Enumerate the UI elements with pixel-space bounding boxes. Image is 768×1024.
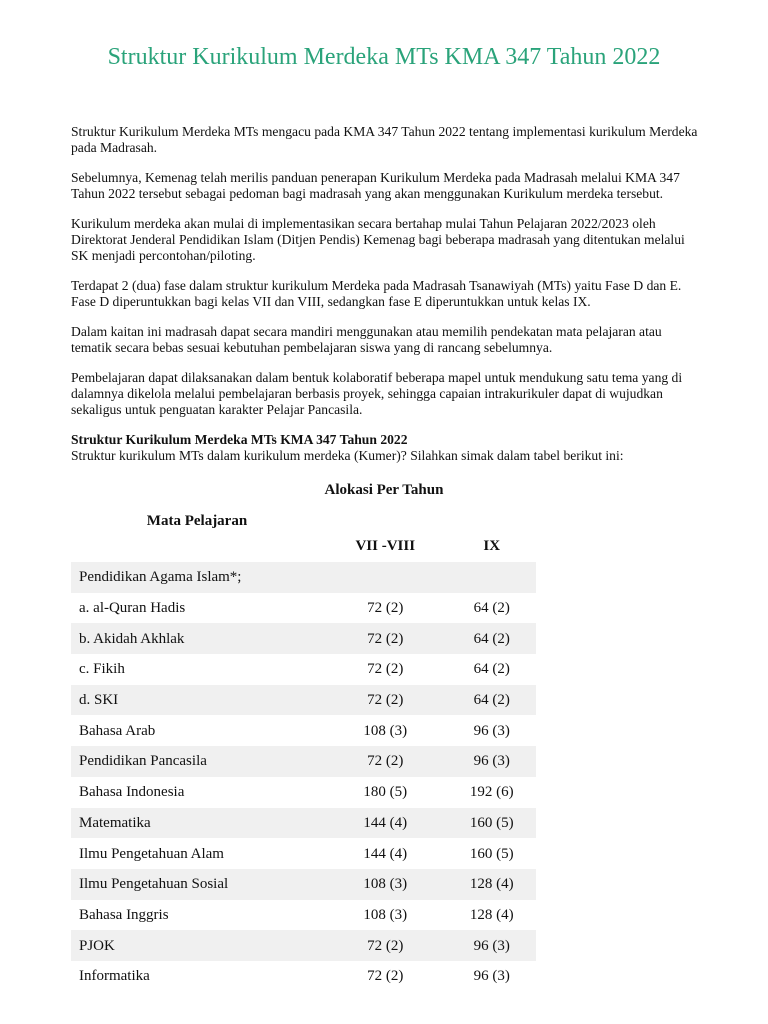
row-subject: Pendidikan Agama Islam*; (71, 562, 323, 593)
header-subject: Mata Pelajaran (146, 513, 248, 529)
row-alloc-ix: 160 (5) (448, 808, 536, 839)
row-subject: Matematika (71, 808, 323, 839)
row-alloc-ix (448, 562, 536, 593)
row-subject: Pendidikan Pancasila (71, 746, 323, 777)
row-alloc-ix: 192 (6) (469, 784, 514, 801)
table-row (71, 715, 536, 746)
paragraph-5: Dalam kaitan ini madrasah dapat secara mandiri menggunakan atau memilih pendekatan mata pelajaran atau tematik secara bebas sesuai kebutuhan pembelajaran siswa yang di rancang sebelumnya. (71, 324, 662, 355)
row-subject: Bahasa Indonesia (79, 784, 185, 801)
table-row (71, 930, 536, 961)
row-subject: a. al-Quran Hadis (79, 600, 186, 617)
table-heading: Struktur Kurikulum Merdeka MTs KMA 347 Tahun 2022 (71, 432, 408, 447)
row-subject: PJOK (71, 930, 323, 961)
table-row (71, 900, 536, 931)
table-row (71, 808, 536, 839)
row-subject: d. SKI (71, 685, 323, 716)
table-row (71, 838, 536, 869)
row-alloc-ix: 64 (2) (473, 600, 510, 617)
header-col-ix: IX (483, 538, 501, 554)
paragraph-3: Kurikulum merdeka akan mulai di implementasikan secara bertahap mulai Tahun Pelajaran 2022/2023 oleh Direktorat Jenderal Pendidikan Islam (Ditjen Pendis) Kemenag bagi beberapa madrasah yang ditentukan melalui SK menjadi percontohan/piloting. (71, 216, 685, 263)
row-subject: Informatika (79, 968, 150, 985)
table-row (71, 869, 536, 900)
row-alloc-ix: 64 (2) (448, 623, 536, 654)
table-intro: Struktur kurikulum MTs dalam kurikulum merdeka (Kumer)? Silahkan simak dalam tabel berikut ini: (71, 448, 624, 463)
row-subject: Ilmu Pengetahuan Sosial (71, 869, 323, 900)
row-alloc-vii-viii: 108 (3) (323, 869, 448, 900)
row-subject: Bahasa Inggris (79, 906, 169, 923)
table-row (71, 562, 536, 593)
row-alloc-ix: 96 (3) (448, 746, 536, 777)
article-body (71, 124, 701, 464)
table-row (71, 593, 536, 624)
row-alloc-ix: 128 (4) (448, 869, 536, 900)
page-title: Struktur Kurikulum Merdeka MTs KMA 347 Tahun 2022 (107, 44, 661, 70)
row-alloc-vii-viii: 108 (3) (363, 906, 408, 923)
row-alloc-vii-viii (323, 562, 448, 593)
row-alloc-vii-viii: 180 (5) (363, 784, 408, 801)
paragraph-4: Terdapat 2 (dua) fase dalam struktur kurikulum Merdeka pada Madrasah Tsanawiyah (MTs) yaitu Fase D dan E. Fase D diperuntukkan bagi kelas VII dan VIII, sedangkan fase E diperuntukkan untuk kelas IX. (71, 278, 682, 309)
row-subject: c. Fikih (79, 661, 125, 678)
curriculum-table (71, 480, 536, 992)
row-alloc-ix: 96 (3) (473, 722, 510, 739)
row-alloc-vii-viii: 108 (3) (363, 722, 408, 739)
header-alloc-text: Alokasi Per Tahun (324, 482, 444, 498)
row-alloc-vii-viii: 72 (2) (323, 685, 448, 716)
row-alloc-vii-viii: 72 (2) (367, 600, 404, 617)
paragraph-2: Sebelumnya, Kemenag telah merilis panduan penerapan Kurikulum Merdeka pada Madrasah melalui KMA 347 Tahun 2022 tersebut sebagai pedoman bagi madrasah yang akan menggunakan Kurikulum merdeka tersebut. (71, 170, 680, 201)
table-row (71, 777, 536, 808)
row-alloc-vii-viii: 72 (2) (367, 661, 404, 678)
row-alloc-vii-viii: 72 (2) (323, 930, 448, 961)
row-alloc-ix: 64 (2) (473, 661, 510, 678)
header-col-vii-viii: VII -VIII (355, 538, 416, 554)
paragraph-6: Pembelajaran dapat dilaksanakan dalam bentuk kolaboratif beberapa mapel untuk mendukung satu tema yang di dalamnya dikelola melalui pembelajaran berbasis proyek, sehingga capaian intrakurikuler dapat di wujudkan sekaligus untuk penguatan karakter Pelajar Pancasila. (71, 370, 683, 417)
row-subject: Ilmu Pengetahuan Alam (79, 845, 224, 862)
header-alloc (323, 480, 536, 530)
row-alloc-vii-viii: 144 (4) (363, 845, 408, 862)
row-alloc-vii-viii: 72 (2) (367, 968, 404, 985)
row-subject: b. Akidah Akhlak (71, 623, 323, 654)
table-row (71, 746, 536, 777)
table-row (71, 685, 536, 716)
row-alloc-vii-viii: 72 (2) (323, 623, 448, 654)
row-alloc-ix: 96 (3) (473, 968, 510, 985)
row-alloc-vii-viii: 72 (2) (323, 746, 448, 777)
row-subject: Bahasa Arab (79, 722, 156, 739)
table-row (71, 623, 536, 654)
row-alloc-ix: 64 (2) (448, 685, 536, 716)
table-row (71, 961, 536, 992)
row-alloc-ix: 96 (3) (448, 930, 536, 961)
row-alloc-ix: 128 (4) (469, 906, 514, 923)
row-alloc-vii-viii: 144 (4) (323, 808, 448, 839)
paragraph-1: Struktur Kurikulum Merdeka MTs mengacu pada KMA 347 Tahun 2022 tentang implementasi kurikulum Merdeka pada Madrasah. (71, 124, 698, 155)
table-row (71, 654, 536, 685)
row-alloc-ix: 160 (5) (469, 845, 514, 862)
